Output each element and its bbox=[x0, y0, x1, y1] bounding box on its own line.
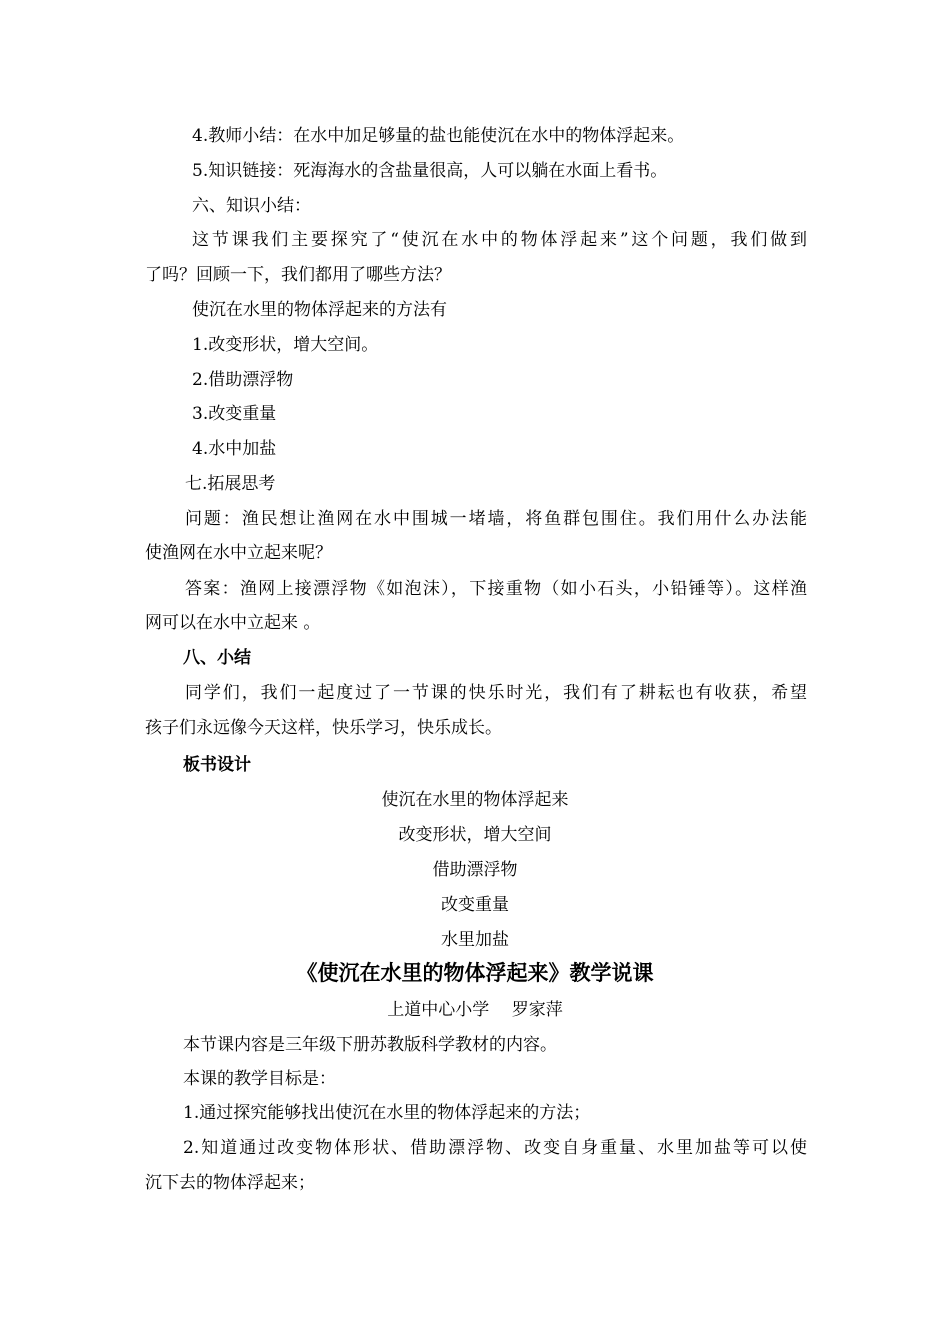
author-line: 上道中心小学 罗家萍 bbox=[387, 1000, 563, 1020]
list-item: 1.改变形状，增大空间。 bbox=[192, 335, 379, 355]
list-item: 2.知道通过改变物体形状、借助漂浮物、改变自身重量、水里加盐等可以使 bbox=[183, 1138, 807, 1158]
paragraph: 5.知识链接：死海海水的含盐量很高，人可以躺在水面上看书。 bbox=[192, 161, 668, 181]
section-heading: 板书设计 bbox=[183, 755, 251, 775]
list-item: 2.借助漂浮物 bbox=[192, 370, 294, 390]
paragraph: 同学们，我们一起度过了一节课的快乐时光，我们有了耕耘也有收获，希望 bbox=[185, 683, 807, 703]
paragraph: 孩子们永远像今天这样，快乐学习，快乐成长。 bbox=[145, 718, 502, 738]
section-heading: 六、知识小结： bbox=[192, 196, 311, 216]
board-line: 使沉在水里的物体浮起来 bbox=[381, 790, 569, 810]
paragraph: 这节课我们主要探究了“使沉在水中的物体浮起来”这个问题，我们做到 bbox=[192, 230, 807, 250]
paragraph: 网可以在水中立起来 。 bbox=[145, 613, 321, 633]
paragraph: 问题：渔民想让渔网在水中围城一堵墙，将鱼群包围住。我们用什么办法能 bbox=[185, 509, 807, 529]
section-heading: 八、小结 bbox=[183, 648, 251, 668]
list-item: 3.改变重量 bbox=[192, 404, 277, 424]
paragraph: 了吗？回顾一下，我们都用了哪些方法？ bbox=[145, 265, 451, 285]
paragraph: 4.教师小结：在水中加足够量的盐也能使沉在水中的物体浮起来。 bbox=[192, 126, 685, 146]
list-item: 1.通过探究能够找出使沉在水里的物体浮起来的方法； bbox=[183, 1103, 591, 1123]
paragraph: 答案：渔网上接漂浮物《如泡沫），下接重物（如小石头，小铅锤等）。这样渔 bbox=[185, 579, 807, 599]
list-item: 4.水中加盐 bbox=[192, 439, 277, 459]
board-line: 借助漂浮物 bbox=[432, 860, 518, 880]
list-item: 沉下去的物体浮起来； bbox=[145, 1173, 315, 1193]
paragraph: 本课的教学目标是： bbox=[183, 1069, 336, 1089]
board-line: 改变形状，增大空间 bbox=[398, 825, 552, 845]
section-heading: 七.拓展思考 bbox=[185, 474, 276, 494]
paragraph: 使沉在水里的物体浮起来的方法有 bbox=[192, 300, 447, 320]
paragraph: 使渔网在水中立起来呢？ bbox=[145, 543, 332, 563]
board-line: 改变重量 bbox=[441, 895, 509, 915]
board-line: 水里加盐 bbox=[441, 930, 509, 950]
document-title: 《使沉在水里的物体浮起来》教学说课 bbox=[296, 960, 654, 985]
paragraph: 本节课内容是三年级下册苏教版科学教材的内容。 bbox=[183, 1035, 557, 1055]
